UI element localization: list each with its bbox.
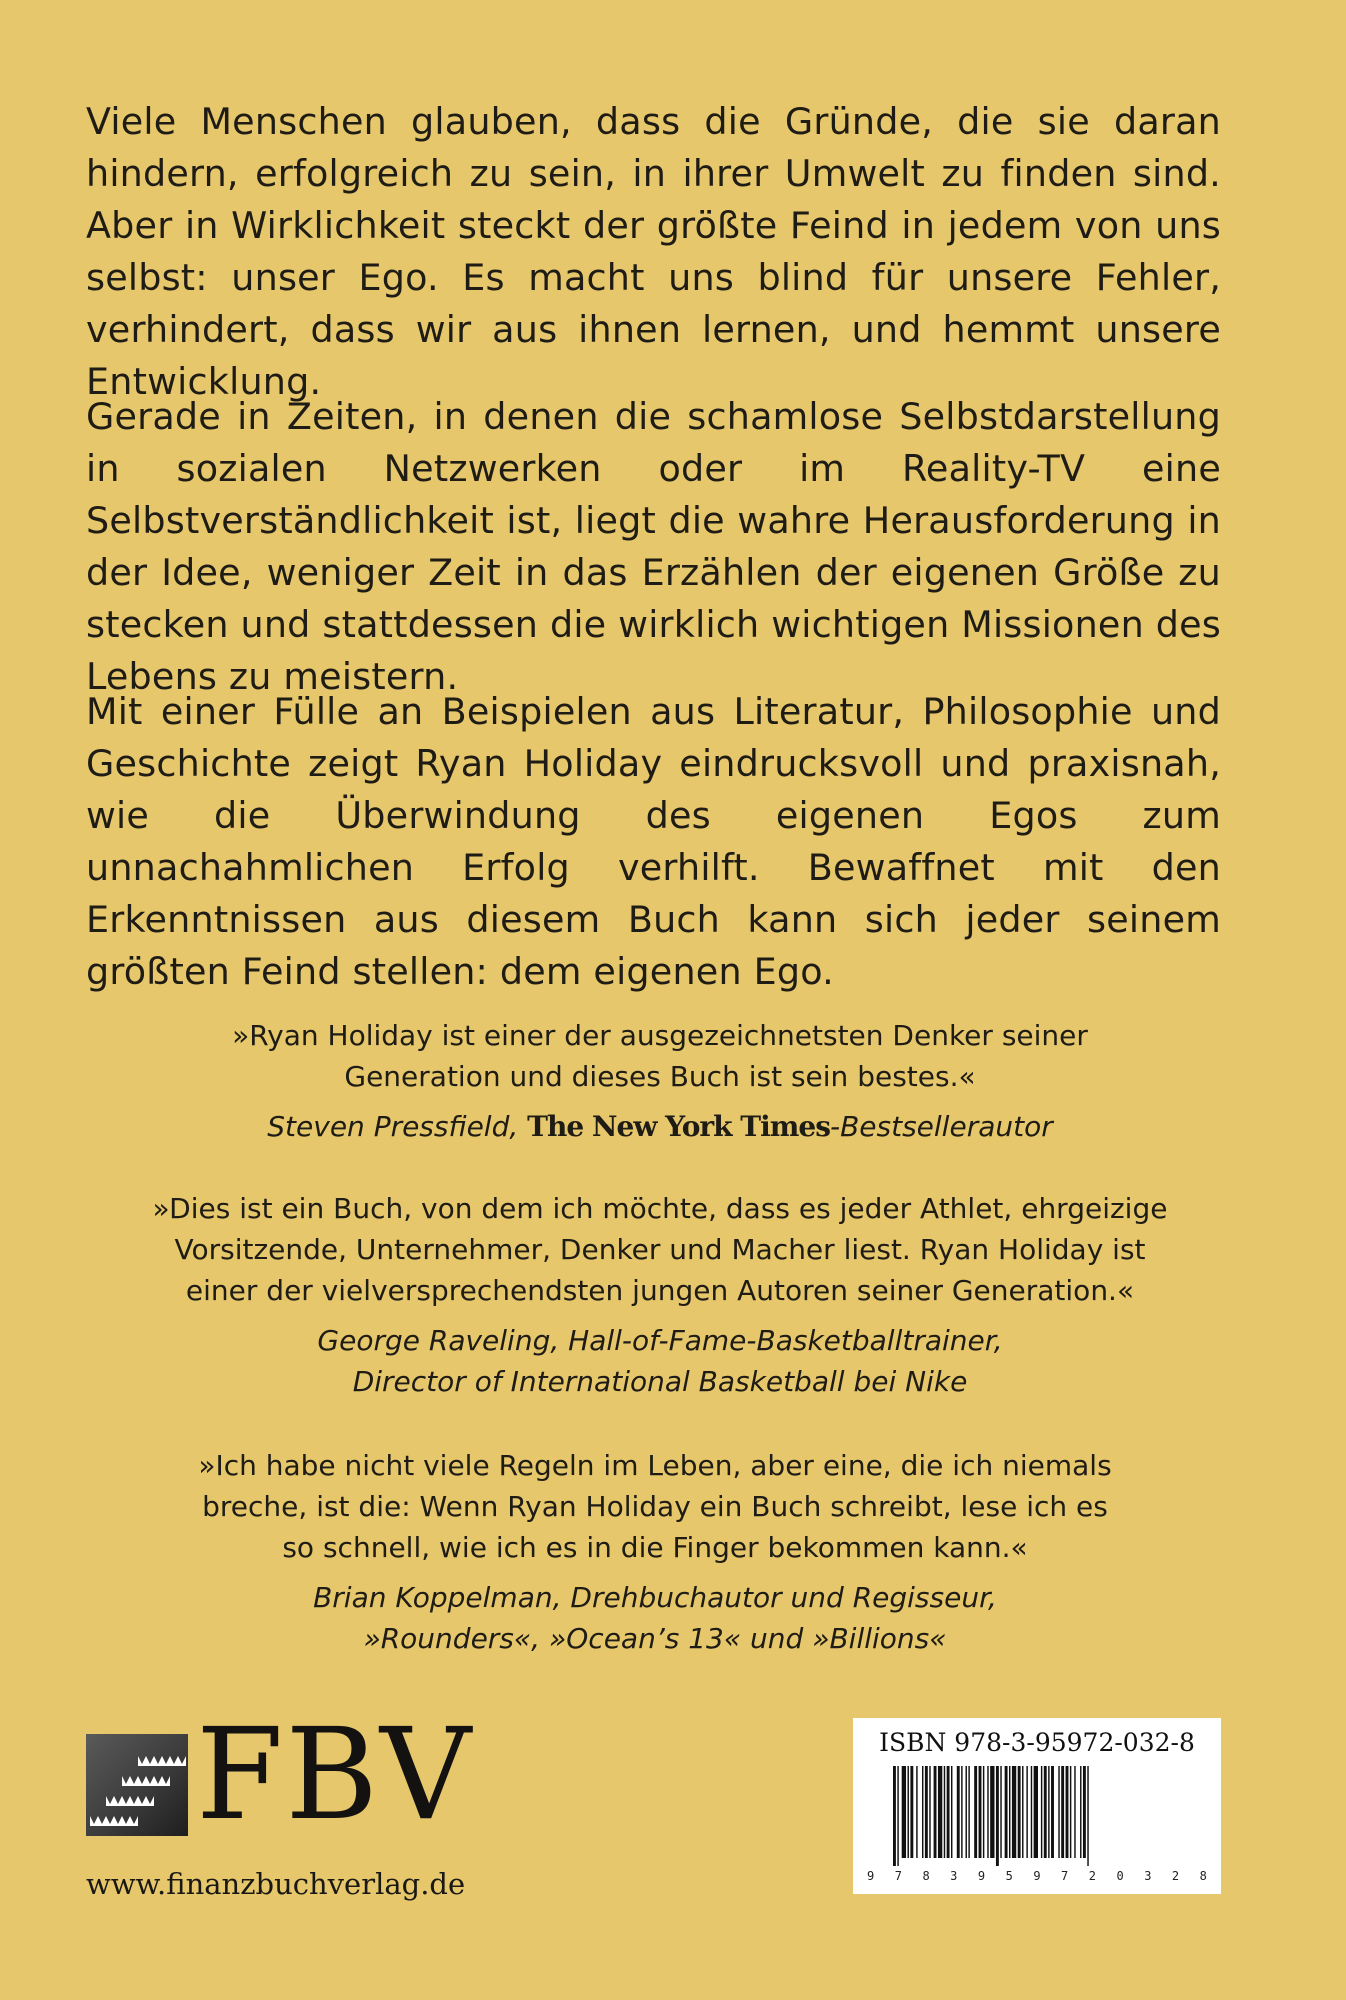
quote-line: »Ich habe nicht viele Regeln im Leben, aber eine, die ich niemals <box>198 1449 1112 1482</box>
barcode-bar <box>916 1766 917 1858</box>
review-quote-koppelman <box>150 1445 1160 1659</box>
barcode-bar <box>1070 1766 1071 1858</box>
quote-line: »Dies ist ein Buch, von dem ich möchte, dass es jeder Athlet, ehrgeizige <box>152 1192 1168 1225</box>
barcode-bar <box>947 1766 950 1858</box>
barcode-bar <box>996 1766 999 1866</box>
quote-attribution: Brian Koppelman, Drehbuchautor und Regisseur, <box>313 1581 997 1614</box>
barcode-bar <box>1000 1766 1001 1858</box>
barcode-bar <box>951 1766 952 1858</box>
barcode-digit: 0 <box>1116 1869 1124 1883</box>
barcode-bar <box>1005 1766 1008 1858</box>
quote-attribution-line-2: »Rounders«, »Ocean’s 13« und »Billions« <box>363 1622 947 1655</box>
barcode-digits <box>853 1868 1221 1884</box>
barcode-digit: 9 <box>977 1869 986 1883</box>
barcode-digit: 3 <box>1144 1869 1152 1883</box>
barcode-bar <box>897 1766 898 1866</box>
barcode-bar <box>944 1766 945 1858</box>
quote-line: Generation und dieses Buch ist sein bestes.« <box>344 1060 976 1093</box>
barcode-bar <box>1034 1766 1038 1858</box>
barcode-bar <box>922 1766 923 1858</box>
quote-attribution <box>180 1106 1140 1147</box>
barcode-bar <box>1022 1766 1023 1858</box>
quote-line: »Ryan Holiday ist einer der ausgezeichnetsten Denker seiner <box>232 1019 1088 1052</box>
barcode-bar <box>908 1766 909 1858</box>
barcode-bar <box>929 1766 930 1858</box>
barcode-bar <box>902 1766 906 1858</box>
barcode-digit: 2 <box>1171 1869 1180 1883</box>
fbv-logo-icon <box>86 1734 188 1836</box>
barcode-bar <box>1051 1766 1054 1858</box>
quote-line: breche, ist die: Wenn Ryan Holiday ein Buch schreibt, lese ich es <box>202 1490 1108 1523</box>
barcode-digit: 7 <box>1061 1869 1069 1883</box>
barcode-bar <box>987 1766 988 1858</box>
barcode-digit: 8 <box>1199 1869 1207 1883</box>
barcode-bar <box>1080 1766 1081 1858</box>
barcode-bar <box>990 1766 994 1858</box>
barcode-bar <box>1031 1766 1032 1858</box>
barcode-bar <box>1012 1766 1016 1858</box>
barcode-bar <box>983 1766 984 1858</box>
barcode-digit: 8 <box>922 1869 930 1883</box>
barcode-bar <box>1061 1766 1064 1858</box>
barcode-bar <box>979 1766 982 1858</box>
barcode-digit: 5 <box>1005 1869 1013 1883</box>
quote-line: Vorsitzende, Unternehmer, Denker und Macher liest. Ryan Holiday ist <box>174 1233 1146 1266</box>
review-quote-pressfield <box>180 1015 1140 1147</box>
description-paragraph-3: Mit einer Fülle an Beispielen aus Literatur, Philosophie und Geschichte zeigt Ryan Holiday eindrucksvoll und praxisnah, wie die Überwindung des eigenen Egos zum unnachahmlichen Erfolg verhilft. Bewaffnet mit den Erkenntnissen aus diesem Buch kann sich jeder seinem größten Feind stellen: dem eigenen Ego. <box>86 690 1221 993</box>
barcode-bar <box>961 1766 962 1858</box>
barcode-bar <box>966 1766 967 1858</box>
description-paragraph-1: Viele Menschen glauben, dass die Gründe, die sie daran hindern, erfolgreich zu sein, in ihrer Umwelt zu finden sind. Aber in Wirklichkeit steckt der größte Feind in jedem von uns selbst: unser Ego. Es macht uns blind für unsere Fehler, verhindert, dass wir aus ihnen lernen, und hemmt unsere Entwicklung. <box>86 100 1221 403</box>
barcode-bar <box>1041 1766 1042 1858</box>
barcode-bar <box>1074 1766 1075 1858</box>
barcode-bar <box>925 1766 928 1858</box>
isbn-label: ISBN 978-3-95972-032-8 <box>879 1728 1195 1757</box>
barcode-bars <box>893 1766 1193 1866</box>
barcode-digit: 7 <box>894 1869 902 1883</box>
attribution-author: Steven Pressfield, <box>267 1110 528 1143</box>
barcode-bar <box>1018 1766 1021 1858</box>
barcode-bar <box>1044 1766 1047 1858</box>
barcode-bar <box>910 1766 913 1858</box>
barcode-digit: 3 <box>950 1869 958 1883</box>
barcode-bar <box>1048 1766 1049 1858</box>
barcode-bar <box>1066 1766 1069 1858</box>
isbn-barcode <box>853 1718 1221 1894</box>
barcode-bar <box>1083 1766 1086 1858</box>
quote-attribution-line-2: Director of International Basketball bei Nike <box>352 1365 968 1398</box>
description-paragraph-2: Gerade in Zeiten, in denen die schamlose Selbstdarstellung in sozialen Netzwerken oder im Reality-TV eine Selbstverständlichkeit ist, liegt die wahre Herausforderung in der Idee, weniger Zeit in das Erzählen der eigenen Größe zu stecken und stattdessen die wirklich wichtigen Missionen des Lebens zu meistern. <box>86 395 1221 698</box>
nyt-logotype: The New York Times <box>527 1110 830 1143</box>
barcode-bar <box>893 1766 896 1866</box>
quote-attribution: George Raveling, Hall-of-Fame-Basketballtrainer, <box>317 1324 1003 1357</box>
barcode-bar <box>1058 1766 1059 1858</box>
review-quote-raveling <box>100 1188 1220 1402</box>
barcode-bar <box>1009 1766 1010 1858</box>
barcode-bar <box>938 1766 942 1858</box>
barcode-bar <box>1087 1766 1088 1866</box>
barcode-bar <box>1026 1766 1027 1858</box>
attribution-suffix: -Bestsellerautor <box>829 1110 1053 1143</box>
quote-line: so schnell, wie ich es in die Finger bekommen kann.« <box>282 1531 1028 1564</box>
barcode-digit: 9 <box>867 1869 875 1883</box>
barcode-bar <box>957 1766 960 1858</box>
barcode-bar <box>974 1766 977 1858</box>
publisher-website: www.finanzbuchverlag.de <box>86 1867 466 1901</box>
barcode-digit: 9 <box>1033 1869 1041 1883</box>
quote-line: einer der vielversprechendsten jungen Autoren seiner Generation.« <box>185 1274 1135 1307</box>
barcode-digit: 2 <box>1088 1869 1096 1883</box>
barcode-bar <box>968 1766 969 1858</box>
publisher-logo-text: FBV <box>196 1701 474 1848</box>
barcode-bar <box>934 1766 937 1858</box>
